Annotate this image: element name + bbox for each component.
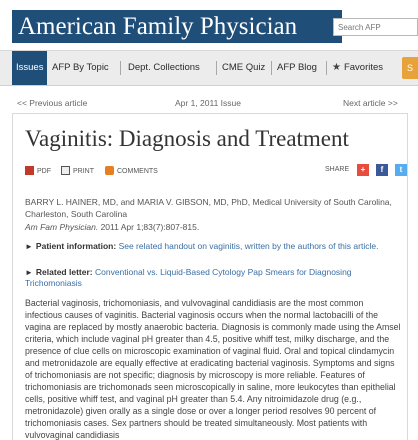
previous-article-link[interactable]: << Previous article	[17, 98, 88, 108]
next-article-link[interactable]: Next article >>	[343, 98, 398, 108]
article-toolbar	[25, 164, 405, 178]
pdf-icon	[25, 166, 34, 175]
nav-item-afp-by-topic[interactable]: AFP By Topic	[52, 62, 109, 73]
article-citation	[25, 222, 395, 232]
citation-journal: Am Fam Physician.	[25, 222, 99, 232]
patient-information-label: Patient information:	[35, 241, 117, 251]
nav-item-favorites-label: Favorites	[343, 62, 384, 73]
article-authors: BARRY L. HAINER, MD, and MARIA V. GIBSON, MD, PhD, Medical University of South Carolina, Charleston, South Carolina	[25, 197, 392, 219]
nav-item-afp-blog[interactable]: AFP Blog	[277, 62, 317, 73]
patient-handout-link[interactable]: See related handout on vaginitis, written by the authors of this article.	[116, 241, 379, 251]
share-label: SHARE	[325, 166, 350, 173]
nav-divider	[216, 61, 217, 75]
article-abstract: Bacterial vaginosis, trichomoniasis, and vulvovaginal candidiasis are the most common infectious causes of vaginitis. Bacterial vaginosis occurs when the normal lactobacilli of the vagina are replaced by mostly anaerobic bacteria. Diagnosis is commonly made using the Amsel criteria, which include vaginal pH greater than 4.5, positive whiff test, milky discharge, and the presence of clue cells on microscopic examination of vaginal fluid. Oral and topical clindamycin and metronidazole are equally effective at eradicating bacterial vaginosis. Symptoms and signs of trichomoniasis are not specific; diagnosis by microscopy is more reliable. Features of trichomoniasis are trichomonads seen microscopically in saline, more leukocytes than epithelial cells, positive whiff test, and vaginal pH greater than 5.4. Any nitroimidazole drug (e.g., metronidazole) given orally as a single dose or over a longer period resolves 90 percent of trichomoniasis cases. Sex partners should be treated simultaneously. Most patients with vulvovaginal candidiasis	[25, 298, 401, 440]
print-button[interactable]	[61, 166, 94, 175]
share-plus-icon[interactable]: +	[357, 164, 369, 176]
print-icon	[61, 166, 70, 175]
print-label: PRINT	[73, 168, 94, 175]
nav-item-favorites[interactable]	[332, 51, 383, 85]
comment-icon	[105, 166, 114, 175]
nav-divider	[326, 61, 327, 75]
article-pagination	[12, 96, 418, 114]
site-header	[0, 0, 418, 50]
article-title: Vaginitis: Diagnosis and Treatment	[25, 126, 349, 151]
subscribe-button[interactable]: S	[402, 57, 418, 79]
article-card	[12, 113, 408, 440]
nav-divider	[120, 61, 121, 75]
comments-label: COMMENTS	[117, 168, 158, 175]
nav-item-issues[interactable]: Issues	[12, 51, 47, 85]
triangle-right-icon: ►	[25, 268, 33, 277]
issue-date[interactable]: Apr 1, 2011 Issue	[175, 98, 241, 108]
pdf-button[interactable]	[25, 166, 51, 175]
main-nav	[0, 50, 418, 86]
search-input[interactable]	[333, 18, 418, 36]
nav-item-cme-quiz[interactable]: CME Quiz	[222, 62, 266, 73]
citation-details: 2011 Apr 1;83(7):807-815.	[98, 222, 200, 232]
triangle-right-icon: ►	[25, 242, 33, 251]
pdf-label: PDF	[37, 168, 51, 175]
twitter-icon[interactable]: t	[395, 164, 407, 176]
related-letter-label: Related letter:	[35, 267, 93, 277]
comments-button[interactable]	[105, 166, 158, 175]
nav-item-dept-collections[interactable]: Dept. Collections	[128, 62, 200, 73]
patient-information	[25, 241, 395, 252]
nav-divider	[271, 61, 272, 75]
star-icon: ★	[332, 62, 341, 73]
facebook-icon[interactable]: f	[376, 164, 388, 176]
related-letter-link[interactable]: Conventional vs. Liquid-Based Cytology Pap Smears for Diagnosing Trichomoniasis	[25, 267, 352, 288]
related-letter	[25, 267, 395, 289]
site-logo[interactable]: American Family Physician	[12, 10, 342, 43]
